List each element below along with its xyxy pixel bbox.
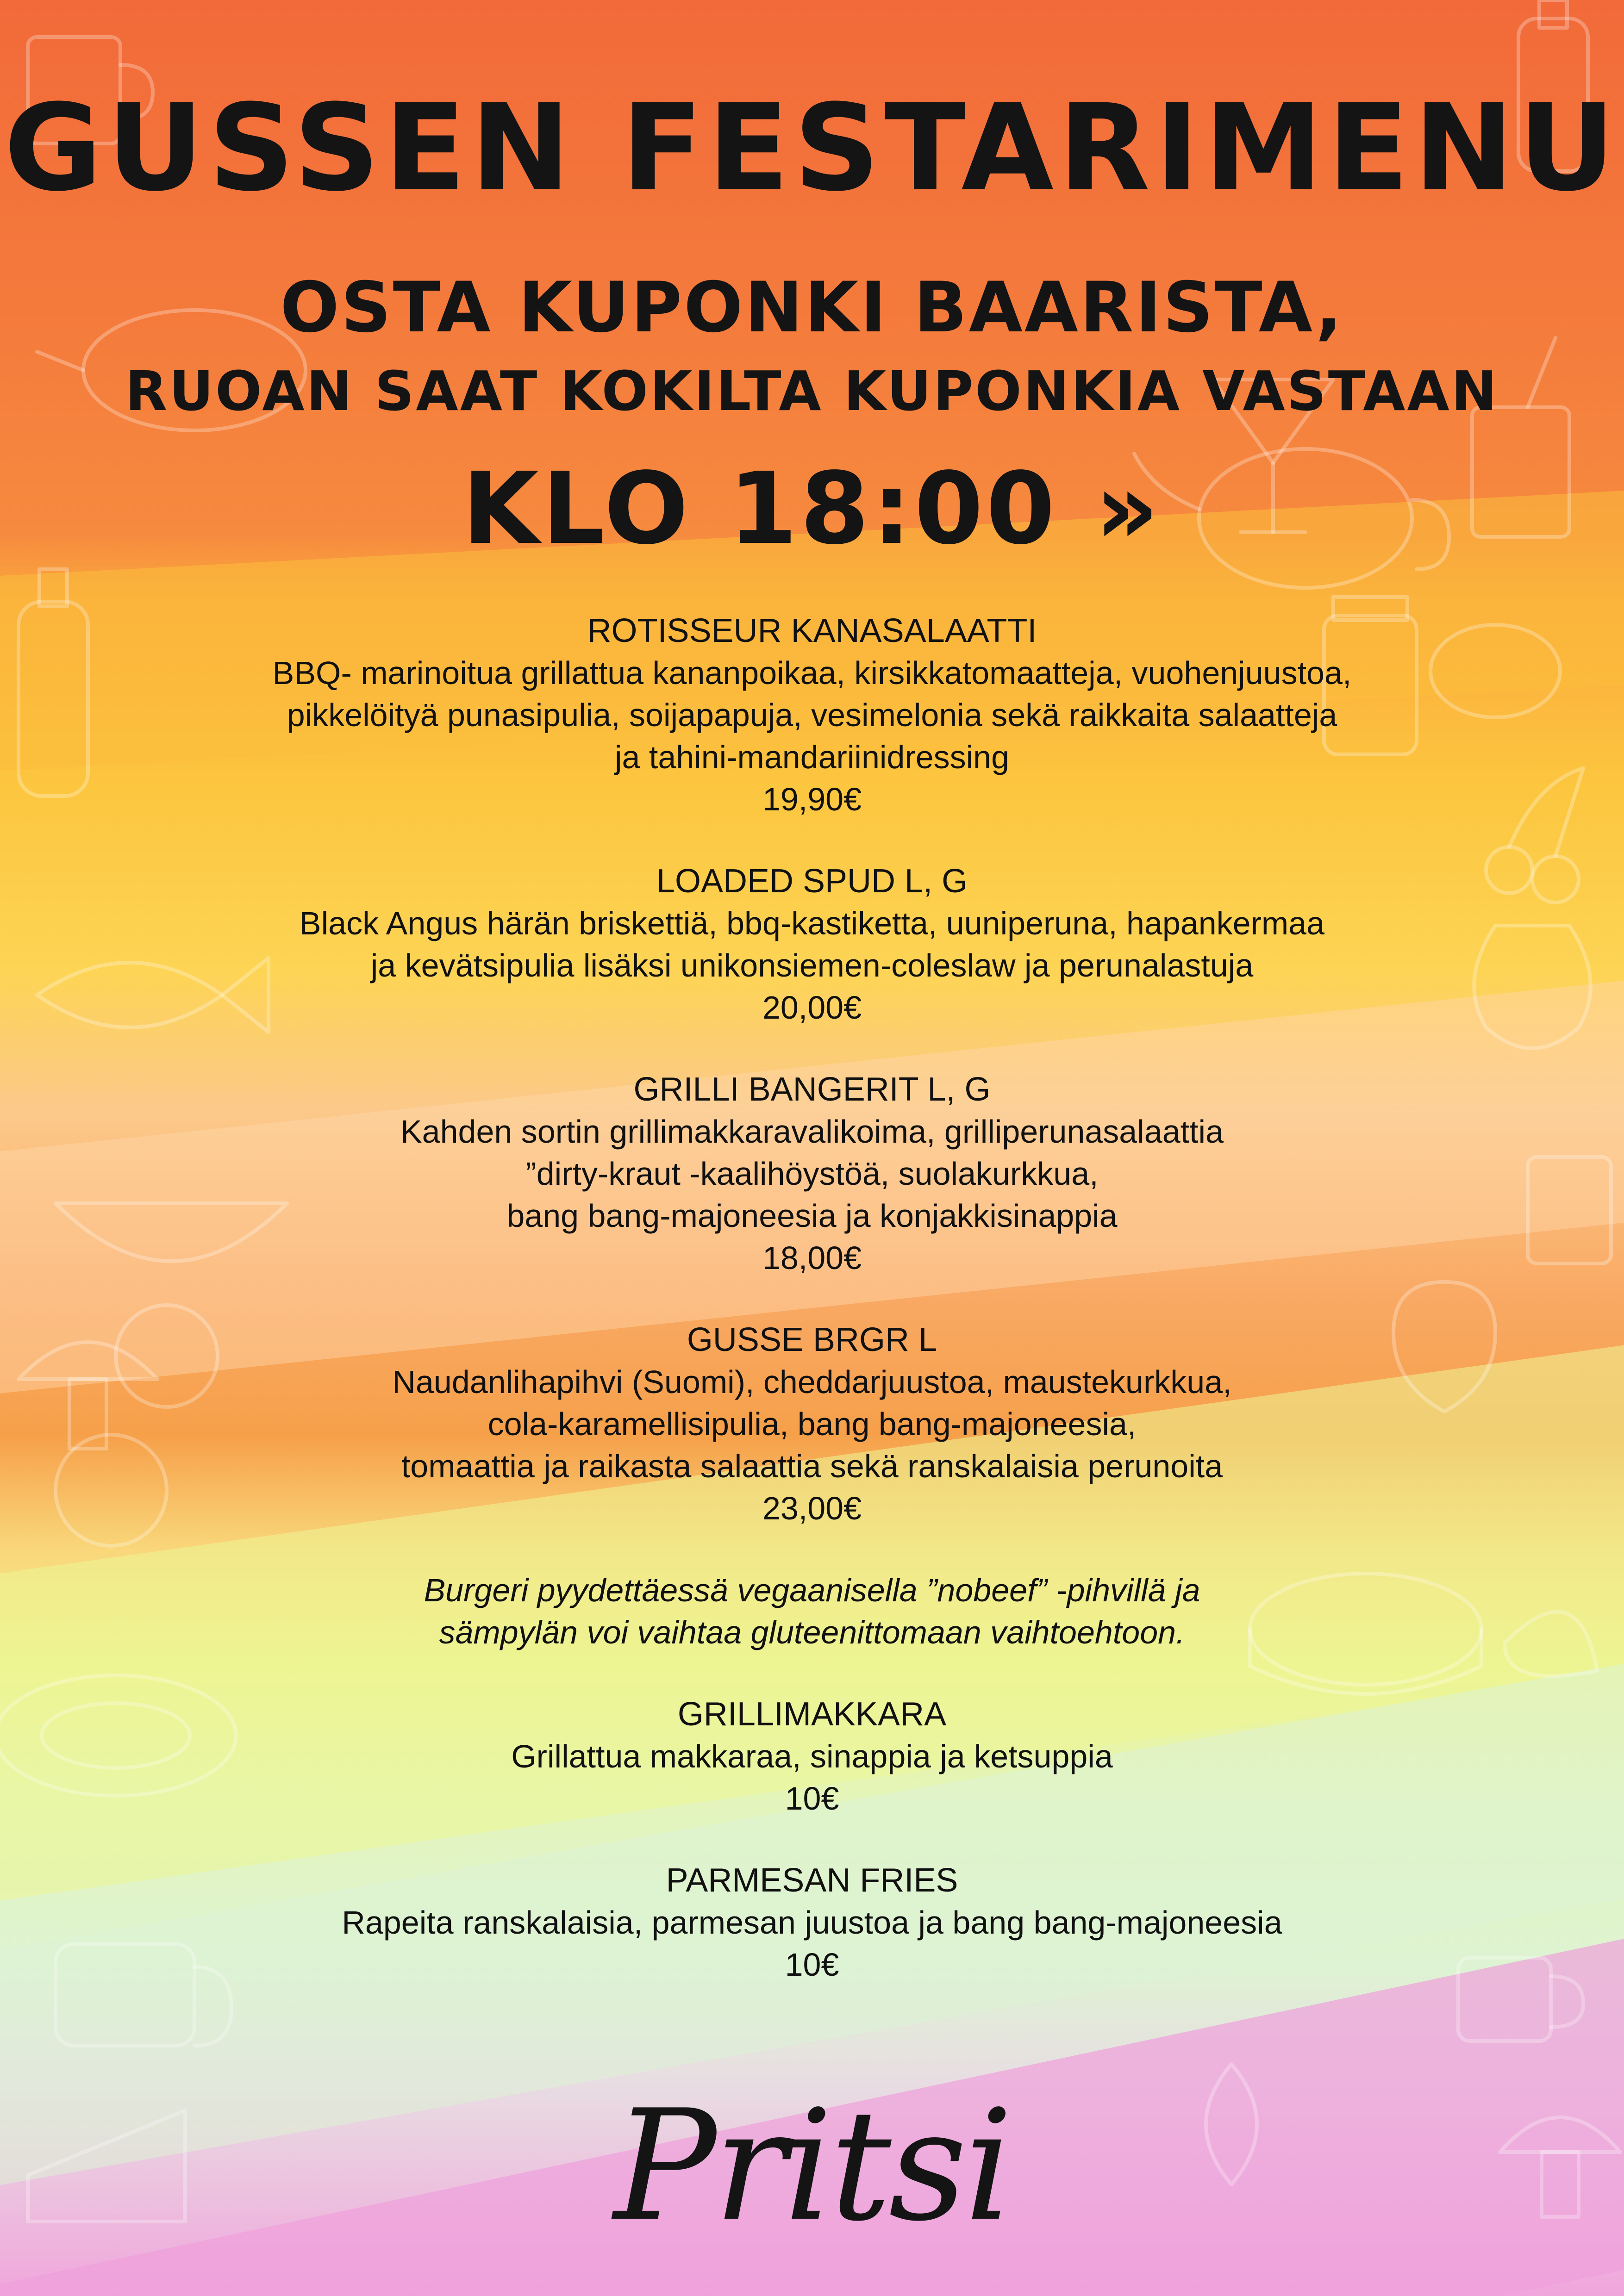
pritsi-logo: Pritsi: [613, 2077, 1011, 2255]
menu-item-price: 20,00€: [762, 989, 862, 1026]
menu-item-description: tomaattia ja raikasta salaattia sekä ranskalaisia perunoita: [401, 1448, 1223, 1484]
burger-note: [93, 1569, 1531, 1654]
menu-item: [93, 610, 1531, 821]
menu-item-price: 10€: [785, 1947, 839, 1983]
menu-item-price: 10€: [785, 1780, 839, 1817]
burger-note-line: sämpylän voi vaihtaa gluteenittomaan vaihtoehtoon.: [439, 1614, 1185, 1650]
menu-item-name: GUSSE BRGR L: [687, 1321, 937, 1358]
menu-item-name: ROTISSEUR KANASALAATTI: [587, 612, 1037, 649]
menu-item-description: BBQ- marinoitua grillattua kananpoikaa, kirsikkatomaatteja, vuohenjuustoa,: [272, 655, 1352, 691]
menu-item: [93, 1069, 1531, 1279]
menu-title: GUSSEN FESTARIMENU: [4, 79, 1620, 218]
menu-item-description: Naudanlihapihvi (Suomi), cheddarjuustoa, maustekurkkua,: [392, 1364, 1232, 1400]
menu-item: [93, 1319, 1531, 1530]
menu-item: [93, 1860, 1531, 1986]
menu-item-price: 23,00€: [762, 1490, 862, 1526]
menu-list: [93, 610, 1531, 2026]
menu-item: [93, 860, 1531, 1029]
menu-item-name: LOADED SPUD L, G: [656, 863, 968, 900]
coupon-instruction: OSTA KUPONKI BAARISTA,: [280, 268, 1344, 348]
menu-item-description: bang bang-majoneesia ja konjakkisinappia: [506, 1198, 1118, 1234]
menu-item-description: pikkelöityä punasipulia, soijapapuja, vesimelonia sekä raikkaita salaatteja: [287, 697, 1337, 733]
start-time: KLO 18:00 »: [462, 451, 1162, 566]
menu-item-description: Kahden sortin grillimakkaravalikoima, grilliperunasalaattia: [400, 1114, 1224, 1150]
menu-item-name: GRILLI BANGERIT L, G: [633, 1071, 991, 1108]
menu-item-description: ”dirty-kraut -kaalihöystöä, suolakurkkua,: [525, 1156, 1099, 1192]
menu-item: [93, 1693, 1531, 1820]
menu-item-description: ja tahini-mandariinidressing: [614, 739, 1010, 775]
menu-item-description: Black Angus härän briskettiä, bbq-kastiketta, uuniperuna, hapankermaa: [299, 905, 1325, 941]
coupon-instruction-detail: RUOAN SAAT KOKILTA KUPONKIA VASTAAN: [125, 359, 1499, 423]
menu-item-description: cola-karamellisipulia, bang bang-majoneesia,: [487, 1406, 1137, 1442]
menu-item-description: Grillattua makkaraa, sinappia ja ketsuppia: [511, 1738, 1113, 1774]
menu-item-description: ja kevätsipulia lisäksi unikonsiemen-coleslaw ja perunalastuja: [370, 947, 1254, 983]
burger-note-line: Burgeri pyydettäessä vegaanisella ”nobeef” -pihvillä ja: [424, 1572, 1200, 1608]
menu-item-name: PARMESAN FRIES: [666, 1862, 958, 1899]
cup-icon: [1528, 1157, 1611, 1263]
menu-item-name: GRILLIMAKKARA: [677, 1696, 947, 1733]
menu-item-price: 19,90€: [762, 781, 862, 817]
menu-item-description: Rapeita ranskalaisia, parmesan juustoa ja bang bang-majoneesia: [342, 1904, 1282, 1941]
menu-item-price: 18,00€: [762, 1240, 862, 1276]
bottle-icon: [19, 569, 88, 796]
